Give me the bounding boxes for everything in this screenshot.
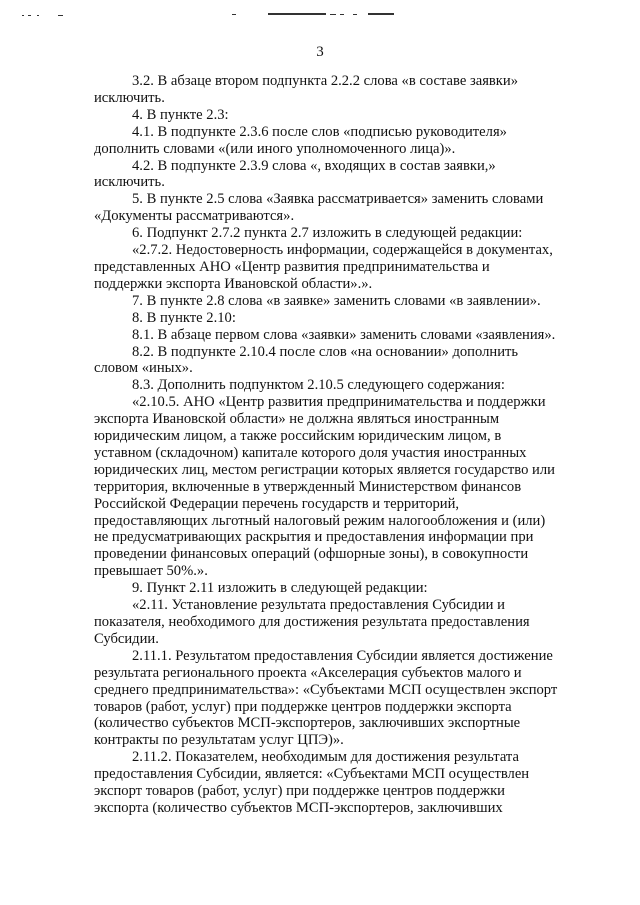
document-body [94,73,568,817]
paragraph-2-11-1: 2.11.1. Результатом предоставления Субсидии является достижение результата регионального проекта «Акселерация субъектов малого и среднего предпринимательства»: «Субъектами МСП осуществлен экспорт товаров (работ, услуг) при поддержке центров поддержки экспорта (количество субъектов МСП-экспортеров, заключивших экспортные контракты по результатам услуг ЦПЭ)». [94,647,558,749]
paragraph-8: 8. В пункте 2.10: [132,309,236,326]
paragraph-2-7-2-quote: «2.7.2. Недостоверность информации, содержащейся в документах, представленных АНО «Центр развития предпринимательства и поддержки экспорта Ивановской области».». [94,242,553,292]
paragraph-4-2: 4.2. В подпункте 2.3.9 слова «, входящих в состав заявки,» исключить. [94,157,496,191]
page-number: 3 [316,44,324,60]
scan-artifact-marks [0,11,640,19]
paragraph-7: 7. В пункте 2.8 слова «в заявке» заменить словами «в заявлении». [132,292,541,309]
paragraph-2-11-2: 2.11.2. Показателем, необходимым для достижения результата предоставления Субсидии, является: «Субъектами МСП осуществлен экспорт товаров (работ, услуг) при поддержке центров поддержки экспорта (количество субъектов МСП-экспортеров, заключивших [94,749,530,816]
paragraph-3-2: 3.2. В абзаце втором подпункта 2.2.2 слова «в составе заявки» исключить. [94,73,518,106]
paragraph-2-10-5-quote: «2.10.5. АНО «Центр развития предпринимательства и поддержки экспорта Ивановской области» не должна являться иностранным юридическим лицом, а также российским юридическим лицом, в уставном (складочном) капитале которого доля участия иностранных юридических лиц, местом регистрации которых является государство или территория, включенные в утвержденный Министерством финансов Российской Федерации перечень государств и территорий, предоставляющих льготный налоговый режим налогообложения и (или) не предусматривающих раскрытия и предоставления информации при проведении финансовых операций (офшорные зоны), в совокупности превышает 50%.». [94,394,555,580]
paragraph-8-1: 8.1. В абзаце первом слова «заявки» заменить словами «заявления». [132,326,556,343]
paragraph-8-3: 8.3. Дополнить подпунктом 2.10.5 следующего содержания: [132,377,505,394]
paragraph-4: 4. В пункте 2.3: [132,106,229,123]
paragraph-9: 9. Пункт 2.11 изложить в следующей редакции: [132,580,428,597]
paragraph-8-2: 8.2. В подпункте 2.10.4 после слов «на основании» дополнить словом «иных». [94,343,519,377]
paragraph-5: 5. В пункте 2.5 слова «Заявка рассматривается» заменить словами «Документы рассматриваются». [94,191,544,225]
paragraph-4-1: 4.1. В подпункте 2.3.6 после слов «подписью руководителя» дополнить словами «(или иного уполномоченного лица)». [94,123,507,157]
paragraph-2-11-quote: «2.11. Установление результата предоставления Субсидии и показателя, необходимого для достижения результата предоставления Субсидии. [94,597,530,647]
paragraph-6: 6. Подпункт 2.7.2 пункта 2.7 изложить в следующей редакции: [132,225,523,242]
